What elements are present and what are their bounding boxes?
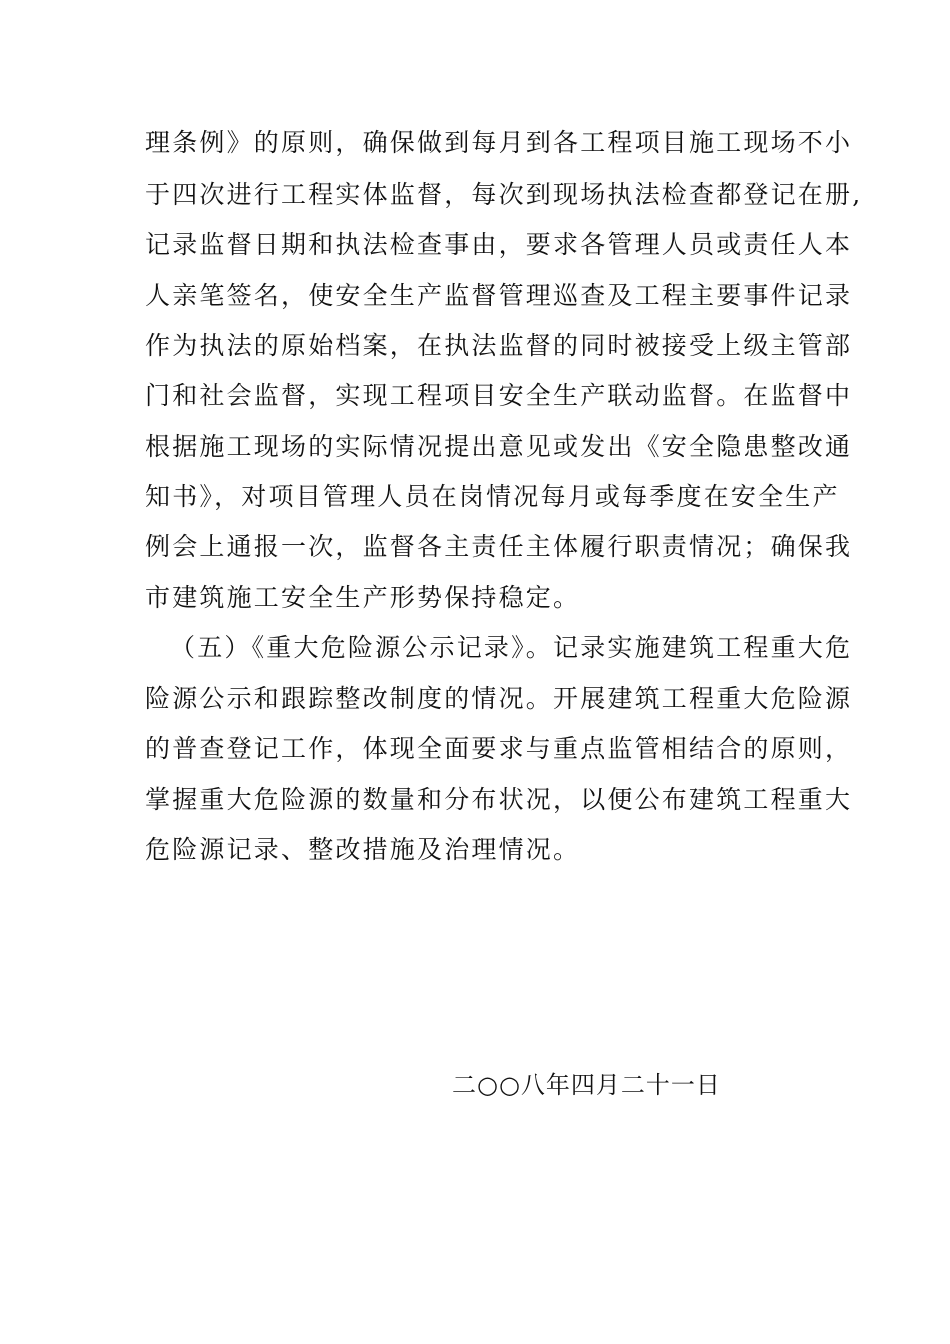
body-text-line: 的普查登记工作，体现全面要求与重点监管相结合的原则， xyxy=(145,734,853,763)
body-text-line: 根据施工现场的实际情况提出意见或发出《安全隐患整改通 xyxy=(145,432,853,461)
body-text-line: 作为执法的原始档案，在执法监督的同时被接受上级主管部 xyxy=(145,331,853,360)
body-text-line: 例会上通报一次，监督各主责任主体履行职责情况；确保我 xyxy=(145,532,853,561)
body-text-line: 记录监督日期和执法检查事由，要求各管理人员或责任人本 xyxy=(145,230,853,259)
body-text-line: 险源公示和跟踪整改制度的情况。开展建筑工程重大危险源 xyxy=(145,684,853,713)
body-text-line: 市建筑施工安全生产形势保持稳定。 xyxy=(145,583,581,612)
body-text-line: 知书》，对项目管理人员在岗情况每月或每季度在安全生产 xyxy=(145,482,840,511)
body-text-line: 人亲笔签名，使安全生产监督管理巡查及工程主要事件记录 xyxy=(145,281,853,310)
section-heading-line: （五）《重大危险源公示记录》。记录实施建筑工程重大危 xyxy=(170,633,853,662)
body-text-line: 理条例》的原则，确保做到每月到各工程项目施工现场不小 xyxy=(145,128,853,157)
body-text-line: 于四次进行工程实体监督，每次到现场执法检查都登记在册, xyxy=(145,180,863,209)
document-date: 二○○八年四月二十一日 xyxy=(452,1071,721,1099)
body-text-line: 门和社会监督，实现工程项目安全生产联动监督。在监督中 xyxy=(145,381,853,410)
body-text-line: 掌握重大危险源的数量和分布状况，以便公布建筑工程重大 xyxy=(145,785,853,814)
body-text-line: 危险源记录、整改措施及治理情况。 xyxy=(145,835,581,864)
